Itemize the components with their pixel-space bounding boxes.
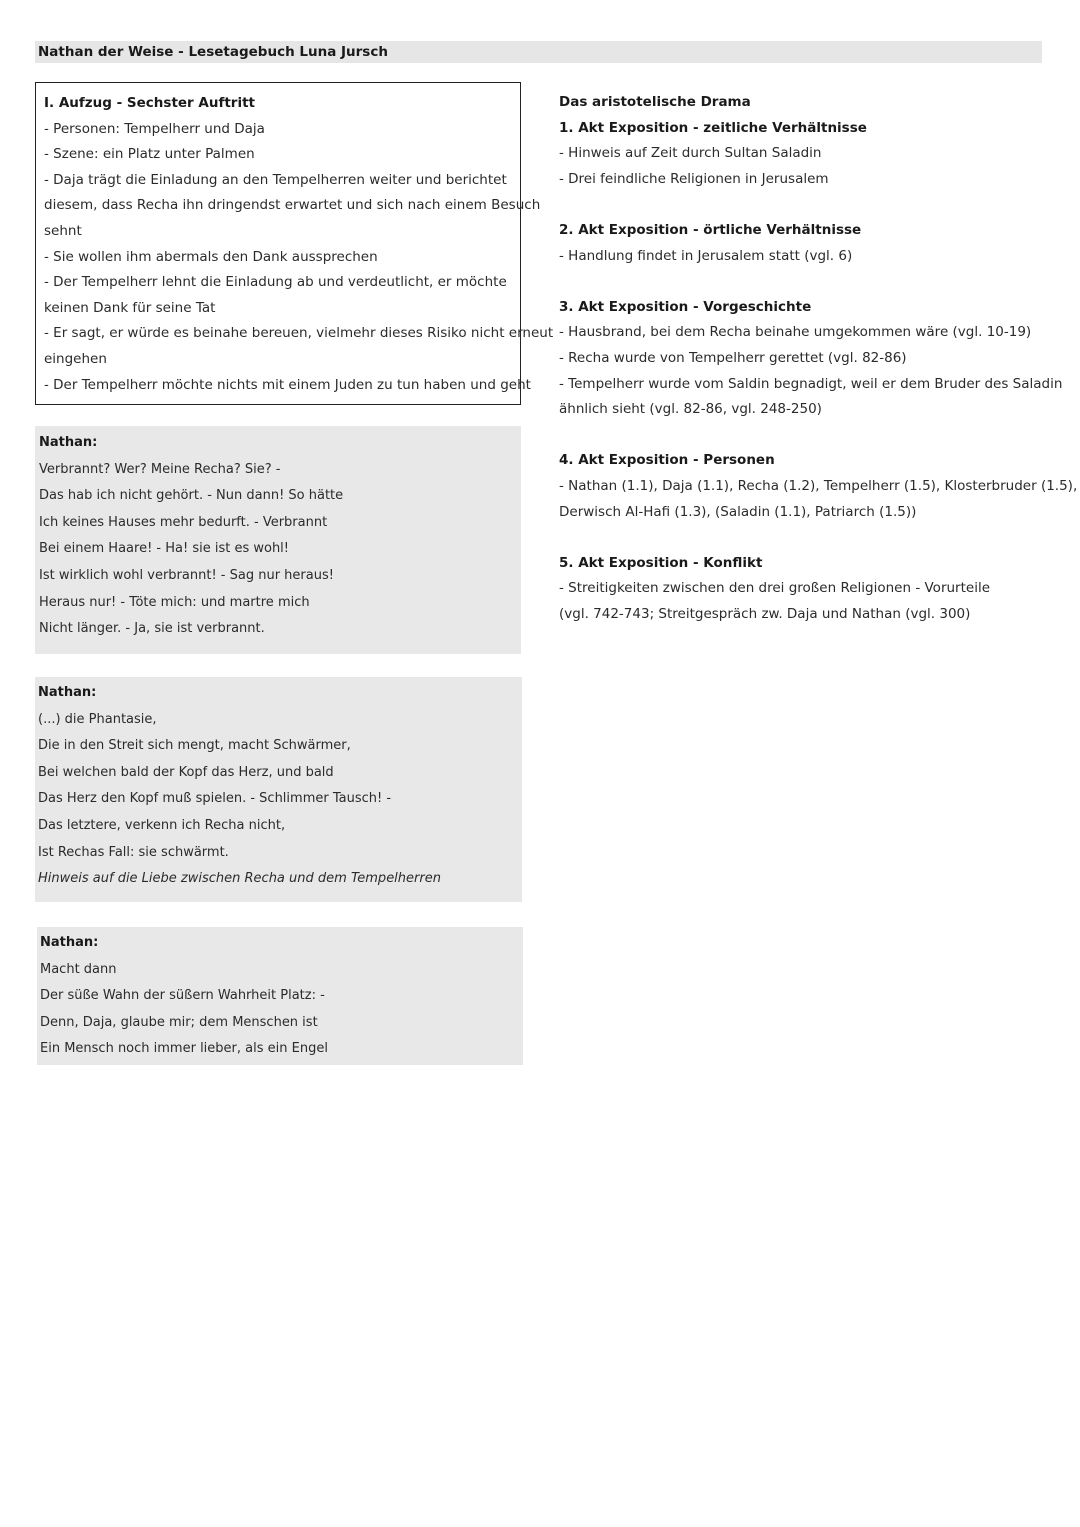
quote-line: Verbrannt? Wer? Meine Recha? Sie? - [39,461,281,477]
drama-section-2 [559,218,1049,269]
scene-summary-line: diesem, dass Recha ihn dringendst erwartet und sich nach einem Besuch [44,197,541,214]
scene-summary-line: - Der Tempelherr lehnt die Einladung ab und verdeutlicht, er möchte [44,274,507,291]
drama-section-line: (vgl. 742-743; Streitgespräch zw. Daja und Nathan (vgl. 300) [559,605,971,622]
drama-section-heading: 4. Akt Exposition - Personen [559,452,775,469]
drama-section-5 [559,551,1049,628]
quote-box-3 [37,927,523,1065]
scene-summary-line: - Daja trägt die Einladung an den Tempelherren weiter und berichtet [44,171,507,188]
quote-line: Das hab ich nicht gehört. - Nun dann! So hätte [39,488,344,504]
scene-summary-box [35,82,554,405]
quote-line: Das letztere, verkenn ich Recha nicht, [38,817,286,833]
quote-speaker: Nathan: [39,435,98,450]
drama-heading: Das aristotelische Drama [559,94,751,110]
drama-section-line: Derwisch Al-Hafi (1.3), (Saladin (1.1), Patriarch (1.5)) [559,503,917,520]
quote-line: Ist Rechas Fall: sie schwärmt. [38,844,229,860]
quote-line: Denn, Daja, glaube mir; dem Menschen ist [40,1014,318,1030]
drama-section-heading: 2. Akt Exposition - örtliche Verhältnisse [559,221,862,238]
scene-summary-line: - Personen: Tempelherr und Daja [44,120,265,137]
drama-section-line: - Drei feindliche Religionen in Jerusalem [559,170,829,187]
scene-summary-line: - Der Tempelherr möchte nichts mit einem Juden zu tun haben und geht [44,376,531,393]
scene-summary-line: - Szene: ein Platz unter Palmen [44,146,255,163]
quote-box-1 [35,426,521,654]
quote-box-2 [35,677,522,902]
quote-note: Hinweis auf die Liebe zwischen Recha und dem Tempelherren [38,871,441,887]
drama-section-line: - Nathan (1.1), Daja (1.1), Recha (1.2), Tempelherr (1.5), Klosterbruder (1.5), [559,477,1078,494]
quote-line: Bei einem Haare! - Ha! sie ist es wohl! [39,541,290,557]
quote-line: Macht dann [40,961,117,977]
drama-section-line: - Handlung findet in Jerusalem statt (vgl. 6) [559,247,853,264]
quote-line: Bei welchen bald der Kopf das Herz, und bald [38,764,334,780]
scene-summary-heading: I. Aufzug - Sechster Auftritt [44,95,255,111]
scene-summary-line: - Sie wollen ihm abermals den Dank aussprechen [44,248,378,265]
quote-speaker: Nathan: [38,685,97,700]
quote-line: Ich keines Hauses mehr bedurft. - Verbrannt [39,514,328,530]
drama-section-line: - Hinweis auf Zeit durch Sultan Saladin [559,145,822,162]
drama-section-3 [559,295,1063,423]
quote-line: Das Herz den Kopf muß spielen. - Schlimmer Tausch! - [38,791,392,807]
drama-section-line: - Hausbrand, bei dem Recha beinahe umgekommen wäre (vgl. 10-19) [559,324,1032,341]
scene-summary-line: - Er sagt, er würde es beinahe bereuen, vielmehr dieses Risiko nicht erneut [44,325,554,342]
page-title: Nathan der Weise - Lesetagebuch Luna Jursch [35,41,1042,63]
drama-section-line: ähnlich sieht (vgl. 82-86, vgl. 248-250) [559,401,822,418]
drama-section-heading: 3. Akt Exposition - Vorgeschichte [559,298,812,315]
drama-section-line: - Streitigkeiten zwischen den drei großen Religionen - Vorurteile [559,580,991,597]
quote-line: Der süße Wahn der süßern Wahrheit Platz: - [40,988,325,1004]
drama-section-heading: 5. Akt Exposition - Konflikt [559,554,763,571]
quote-line: Nicht länger. - Ja, sie ist verbrannt. [39,621,265,637]
drama-section-1 [559,116,1049,193]
quote-line: Heraus nur! - Töte mich: und martre mich [39,594,310,610]
drama-section-heading: 1. Akt Exposition - zeitliche Verhältnisse [559,119,867,136]
quote-line: (...) die Phantasie, [38,711,157,727]
quote-line: Ein Mensch noch immer lieber, als ein Engel [40,1041,328,1057]
quote-line: Ist wirklich wohl verbrannt! - Sag nur heraus! [39,567,334,583]
scene-summary-line: keinen Dank für seine Tat [44,299,216,316]
drama-section-4 [559,448,1078,525]
quote-speaker: Nathan: [40,935,99,950]
drama-section-line: - Recha wurde von Tempelherr gerettet (vgl. 82-86) [559,349,907,366]
scene-summary-line: eingehen [44,350,107,367]
scene-summary-line: sehnt [44,222,82,239]
drama-section-line: - Tempelherr wurde vom Saldin begnadigt, weil er dem Bruder des Saladin [559,375,1063,392]
quote-line: Die in den Streit sich mengt, macht Schwärmer, [38,738,351,754]
drama-column [559,90,1078,627]
